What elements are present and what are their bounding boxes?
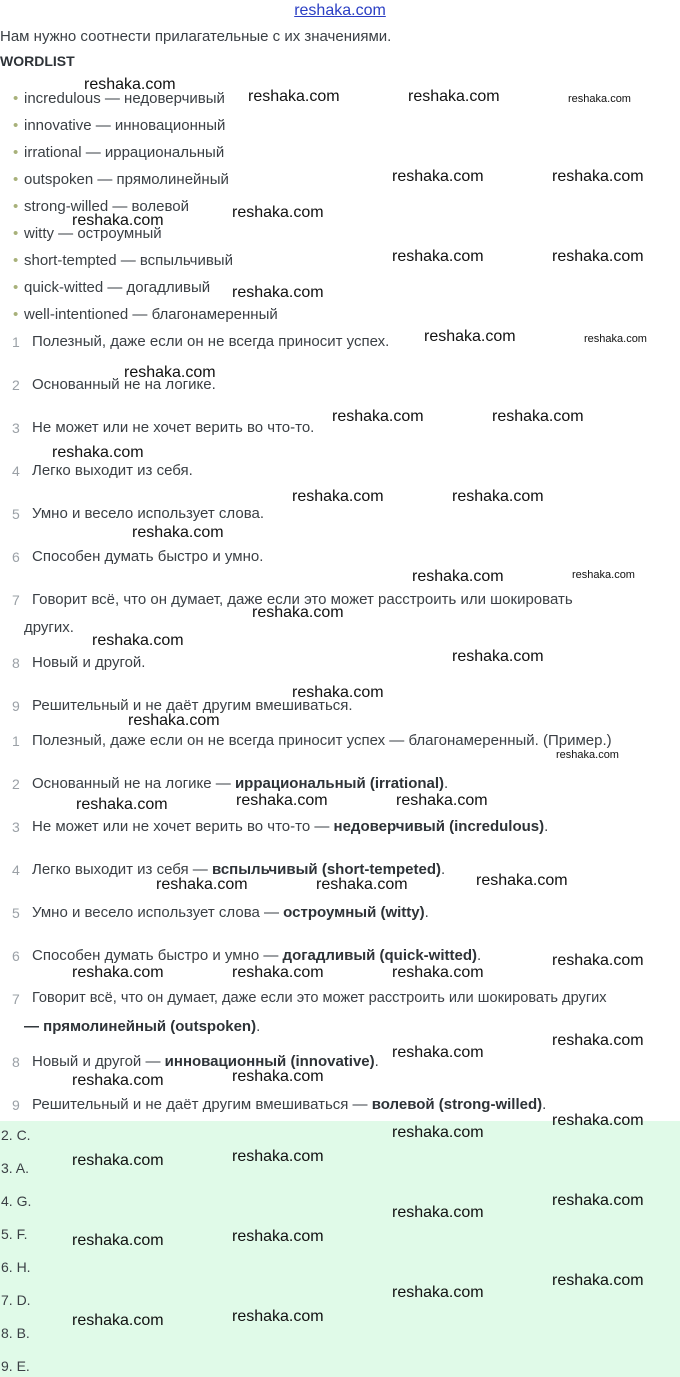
wordlist-title: WORDLIST [0,53,75,69]
intro-text: Нам нужно соотнести прилагательные с их значениями. [0,28,392,45]
watermark: reshaka.com [452,648,544,665]
wordlist-item: • short-tempted — вспыльчивый [13,252,233,269]
definition-text: Не может или не хочет верить во что-то. [32,419,315,436]
watermark: reshaka.com [248,88,340,105]
watermark: reshaka.com [556,749,619,761]
watermark: reshaka.com [292,488,384,505]
definition-text: Умно и весело использует слова. [32,505,265,522]
watermark: reshaka.com [92,632,184,649]
wordlist-item: • quick-witted — догадливый [13,279,211,296]
watermark: reshaka.com [232,1148,324,1165]
match-number: 1 [12,733,20,749]
watermark: reshaka.com [232,284,324,301]
watermark: reshaka.com [72,1152,164,1169]
bullet-dot-icon: • [13,117,19,134]
definition-number: 3 [12,420,20,436]
definition-number: 1 [12,334,20,350]
bullet-dot-icon: • [13,90,19,107]
definition-text: Способен думать быстро и умно. [32,548,264,565]
watermark: reshaka.com [128,712,220,729]
match-text-continued: — прямолинейный (outspoken). [24,1018,261,1035]
watermark: reshaka.com [84,76,176,93]
watermark: reshaka.com [476,872,568,889]
watermark: reshaka.com [232,1228,324,1245]
watermark: reshaka.com [408,88,500,105]
match-number: 7 [12,991,20,1007]
match-answer: волевой (strong-willed) [371,1096,543,1113]
bullet-dot-icon: • [13,279,19,296]
match-answer: остроумный (witty) [283,904,425,921]
watermark: reshaka.com [72,1312,164,1329]
wordlist-item: • irrational — иррациональный [13,144,225,161]
bullet-dot-icon: • [13,144,19,161]
answer-key-item: 4. G. [1,1193,32,1209]
watermark: reshaka.com [492,408,584,425]
wordlist-item: • well-intentioned — благонамеренный [13,306,278,323]
definition-text: Легко выходит из себя. [32,462,193,479]
match-text: Говорит всё, что он думает, даже если это может расстроить или шокировать других [32,990,607,1006]
watermark: reshaka.com [584,333,647,345]
watermark: reshaka.com [392,1284,484,1301]
match-answer: догадливый (quick-witted) [282,947,478,964]
watermark: reshaka.com [76,796,168,813]
watermark: reshaka.com [392,168,484,185]
definition-text: Основанный не на логике. [32,376,216,393]
definition-text: Решительный и не даёт другим вмешиваться. [32,697,353,714]
definition-number: 4 [12,463,20,479]
match-text: Легко выходит из себя — вспыльчивый (short-tempeted). [32,861,446,878]
definition-number: 6 [12,549,20,565]
answer-key-item: 3. A. [1,1160,30,1176]
definition-text: Новый и другой. [32,654,146,671]
answer-key-item: 6. H. [1,1259,31,1275]
definition-text-continued: других. [24,619,74,636]
watermark: reshaka.com [316,876,408,893]
watermark: reshaka.com [396,792,488,809]
match-number: 4 [12,862,20,878]
watermark: reshaka.com [572,569,635,581]
bullet-dot-icon: • [13,306,19,323]
watermark: reshaka.com [72,1072,164,1089]
wordlist-item: • incredulous — недоверчивый [13,90,225,107]
bullet-dot-icon: • [13,225,19,242]
wordlist-item: • strong-willed — волевой [13,198,189,215]
watermark: reshaka.com [232,1068,324,1085]
watermark: reshaka.com [392,1044,484,1061]
definition-number: 7 [12,592,20,608]
watermark: reshaka.com [552,1192,644,1209]
watermark: reshaka.com [452,488,544,505]
definition-text: Полезный, даже если он не всегда приносит успех. [32,333,390,350]
watermark: reshaka.com [72,964,164,981]
match-answer: вспыльчивый (short-tempeted) [211,861,441,878]
match-text: Решительный и не даёт другим вмешиваться — волевой (strong-willed). [32,1096,547,1113]
answer-key-item: 5. F. [1,1226,28,1242]
match-text: Умно и весело использует слова — остроумный (witty). [32,904,429,921]
match-number: 3 [12,819,20,835]
match-answer: инновационный (innovative) [164,1053,375,1070]
definition-number: 5 [12,506,20,522]
watermark: reshaka.com [72,1232,164,1249]
watermark: reshaka.com [552,1112,644,1129]
watermark: reshaka.com [392,964,484,981]
watermark: reshaka.com [332,408,424,425]
watermark: reshaka.com [72,212,164,229]
watermark: reshaka.com [568,93,631,105]
watermark: reshaka.com [552,1272,644,1289]
watermark: reshaka.com [392,1204,484,1221]
watermark: reshaka.com [52,444,144,461]
watermark: reshaka.com [552,1032,644,1049]
watermark: reshaka.com [392,248,484,265]
bullet-dot-icon: • [13,171,19,188]
match-number: 5 [12,905,20,921]
definition-text: Говорит всё, что он думает, даже если это может расстроить или шокировать [32,591,573,608]
watermark: reshaka.com [392,1124,484,1141]
watermark: reshaka.com [552,248,644,265]
match-text: Способен думать быстро и умно — догадливый (quick-witted). [32,947,482,964]
watermark: reshaka.com [156,876,248,893]
match-number: 9 [12,1097,20,1113]
wordlist-item: • innovative — инновационный [13,117,226,134]
definition-number: 8 [12,655,20,671]
watermark: reshaka.com [236,792,328,809]
definition-number: 9 [12,698,20,714]
watermark: reshaka.com [552,168,644,185]
match-answer: — прямолинейный (outspoken) [24,1018,257,1035]
watermark: reshaka.com [124,364,216,381]
match-answer: иррациональный (irrational) [234,775,445,792]
match-text: Полезный, даже если он не всегда приносит успех — благонамеренный. (Пример.) [32,732,612,749]
match-number: 8 [12,1054,20,1070]
watermark: reshaka.com [292,684,384,701]
answer-key-item: 2. C. [1,1127,31,1143]
wordlist-item: • witty — остроумный [13,225,162,242]
watermark: reshaka.com [132,524,224,541]
match-number: 6 [12,948,20,964]
watermark: reshaka.com [424,328,516,345]
wordlist-item: • outspoken — прямолинейный [13,171,229,188]
watermark: reshaka.com [552,952,644,969]
bullet-dot-icon: • [13,198,19,215]
site-link[interactable]: reshaka.com [294,2,386,19]
watermark: reshaka.com [232,1308,324,1325]
watermark: reshaka.com [412,568,504,585]
watermark: reshaka.com [232,204,324,221]
answer-key-item: 8. B. [1,1325,30,1341]
answer-key-item: 9. E. [1,1358,30,1374]
match-text: Новый и другой — инновационный (innovative). [32,1053,379,1070]
watermark: reshaka.com [252,604,344,621]
bullet-dot-icon: • [13,252,19,269]
match-number: 2 [12,776,20,792]
definition-number: 2 [12,377,20,393]
watermark: reshaka.com [232,964,324,981]
match-text: Не может или не хочет верить во что-то — недоверчивый (incredulous). [32,818,549,835]
match-answer: недоверчивый (incredulous) [333,818,545,835]
answer-key-item: 7. D. [1,1292,31,1308]
match-text: Основанный не на логике — иррациональный (irrational). [32,775,449,792]
